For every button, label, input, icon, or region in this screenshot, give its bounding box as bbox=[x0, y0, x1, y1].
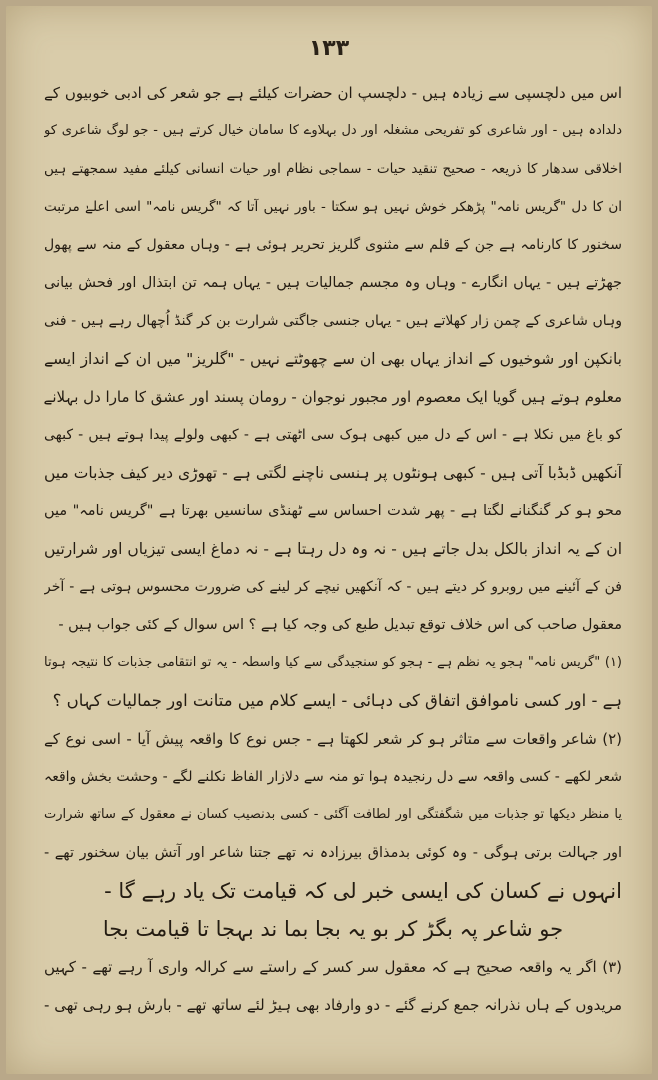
text-line: فن کے آئینے میں روبرو کر دیتے ہیں - کہ آنکھیں نیچے کر لینے کی ضرورت محسوس ہوتی ہے - آخر bbox=[44, 579, 622, 595]
text-line: شعر لکھے - کسی واقعہ سے دل رنجیدہ ہوا تو منہ سے دلازار الفاظ نکلنے لگے - وحشت بخش واقعہ bbox=[44, 769, 622, 785]
text-line: ان کا دل "گریس نامہ" پڑھکر خوش نہیں ہو سکتا - باور نہیں آتا کہ "گریس نامہ" اسی اعلےٰ مرتبت bbox=[44, 199, 622, 215]
book-page bbox=[6, 6, 652, 1074]
text-line: انہوں نے کسان کی ایسی خبر لی کہ قیامت تک یاد رہے گا - bbox=[104, 879, 622, 903]
text-line-numbered: (۳) اگر یہ واقعہ صحیح ہے کہ معقول سر کسر کے راستے سے کرالہ واری آ رہے تھے - کہیں bbox=[44, 958, 622, 976]
text-line: مریدوں کے ہاں نذرانہ جمع کرنے گئے - دو وارفاد بھی ہیڑ لئے ساتھ تھے - بارش ہو رہی تھی - bbox=[44, 996, 622, 1014]
text-line: آنکھیں ڈبڈبا آتی ہیں - کبھی ہونٹوں پر ہنسی ناچنے لگتی ہے - تھوڑی دیر کیف جذبات میں bbox=[44, 464, 622, 482]
verse-line: جو شاعر پہ بگڑ کر بو یہ بجا بما ند بہجا تا قیامت بجا bbox=[102, 917, 564, 941]
text-line: ان کے یہ انداز بالکل بدل جاتے ہیں - نہ وہ دل رہتا ہے - نہ دماغ ایسی تیزیاں اور شرارتیں bbox=[44, 540, 622, 558]
text-line: یا منظر دیکھا تو جذبات میں شگفتگی اور لطافت آگئی - کسی بدنصیب کسان نے معقول کے ساتھ شرارت bbox=[44, 807, 622, 822]
text-line: معقول صاحب کی اس خلاف توقع تبدیل طبع کی وجہ کیا ہے ؟ اس سوال کے کئی جواب ہیں - bbox=[58, 617, 622, 633]
text-line: سخنور کا کارنامہ ہے جن کے قلم سے مثنوی گلریز تحریر ہوئی ہے - وہاں معقول کے منہ سے پھول bbox=[44, 237, 622, 253]
text-line: معلوم ہوتے ہیں گویا ایک معصوم اور مجبور نوجوان - رومان پسند اور عشق کا مارا دل بہلانے bbox=[44, 388, 622, 406]
text-line: کو باغ میں نکلا ہے - اس کے دل میں کبھی ہوک سی اٹھتی ہے - کبھی ولولے پیدا ہوتے ہیں - کبھی bbox=[44, 427, 622, 443]
text-line-numbered: (۲) شاعر واقعات سے متاثر ہو کر شعر لکھتا ہے - جس نوع کا واقعہ پیش آیا - اسی نوع کے bbox=[44, 730, 622, 748]
text-line: اس میں دلچسپی سے زیادہ ہیں - دلچسپ ان حضرات کیلئے ہے جو شعر کی ادبی خوبیوں کے bbox=[44, 84, 622, 102]
text-line: اور جہالت برتی ہوگی - وہ کوئی بدمذاق بیرزادہ نہ تھے جتنا شاعر اور آتش بیان سخنور تھے - bbox=[44, 845, 622, 861]
text-line: محو ہو کر گنگنانے لگتا ہے - پھر شدت احساس سے ٹھنڈی سانسیں بھرتا ہے "گریس نامہ" میں bbox=[44, 503, 622, 519]
page-body bbox=[44, 74, 622, 1024]
text-line: بانکپن اور شوخیوں کے انداز یہاں بھی ان سے چھوٹتے نہیں - "گلریز" میں ان کے انداز ایسے bbox=[44, 350, 622, 368]
text-line-numbered: (۱) "گریس نامہ" ہجو یہ نظم ہے - ہجو کو سنجیدگی سے کیا واسطہ - یہ تو انتقامی جذبات کا نتیجہ ہوتا bbox=[44, 655, 622, 670]
text-line: ہے - اور کسی ناموافق اتفاق کی دہائی - ایسے کلام میں متانت اور جمالیات کہاں ؟ bbox=[52, 691, 622, 710]
text-line: وہاں شاعری کے چمن زار کھلاتے ہیں - یہاں جنسی جاگتی شرارت بن کر گنڈ اُچھال رہے ہیں - فنی bbox=[44, 313, 622, 329]
text-line: دلدادہ ہیں - اور شاعری کو تفریحی مشغلہ اور دل بہلاوے کا سامان خیال کرتے ہیں - جو لوگ شاعری کو bbox=[44, 123, 622, 138]
text-line: اخلاقی سدھار کا ذریعہ - صحیح تنقید حیات - سماجی نظام اور حیات انسانی کیلئے مفید سمجھتے ہیں bbox=[44, 161, 622, 177]
text-line: جھڑتے ہیں - یہاں انگارے - وہاں وہ مجسم جمالیات ہیں - یہاں ہمہ تن ابتذال اور فحش بیانی bbox=[44, 275, 622, 291]
page-number: ۱۳۳ bbox=[308, 36, 350, 61]
